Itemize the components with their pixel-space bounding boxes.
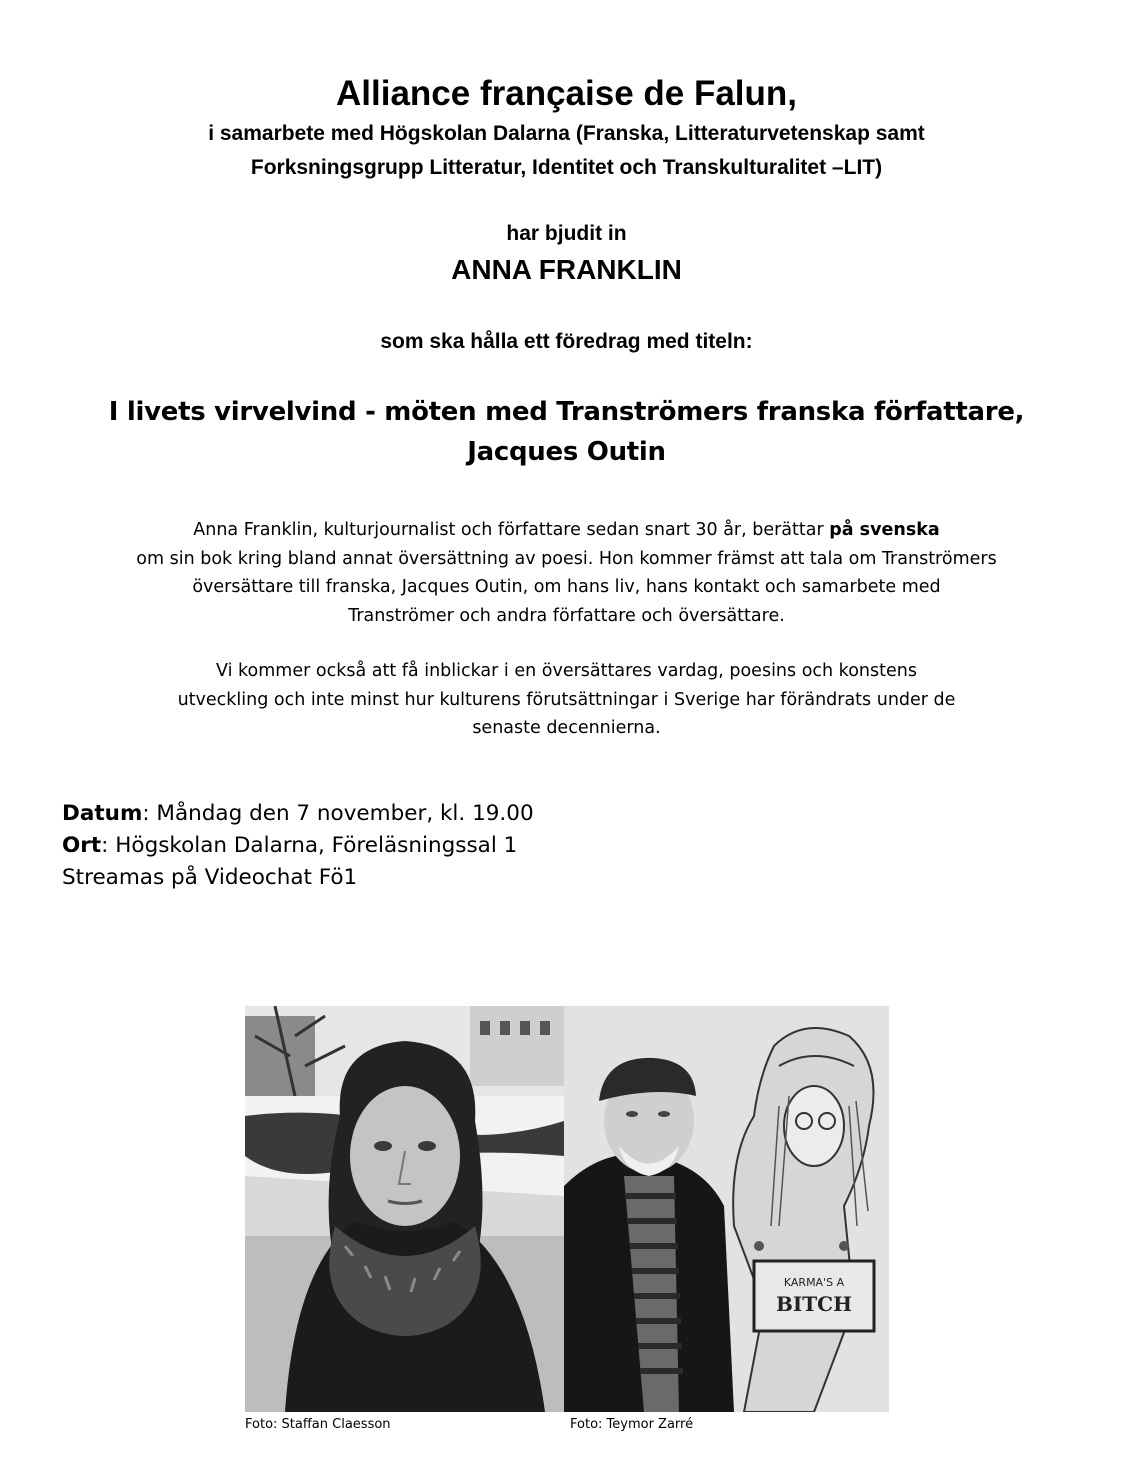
collaboration-line-1: i samarbete med Högskolan Dalarna (Franska, Litteraturvetenskap samt <box>208 122 925 145</box>
invited-text: har bjudit in <box>506 222 627 245</box>
description-line <box>60 516 1073 545</box>
date-row <box>62 798 534 830</box>
talk-title-line-2: Jacques Outin <box>467 437 666 467</box>
sign-text-line-2: BITCH <box>776 1292 852 1316</box>
description-line: om sin bok kring bland annat översättning av poesi. Hon kommer främst att tala om Tranströmers <box>136 548 997 569</box>
sign-text-line-1: KARMA'S A <box>783 1276 845 1289</box>
org-title: Alliance française de Falun, <box>336 74 797 113</box>
lecture-intro: som ska hålla ett föredrag med titeln: <box>380 330 753 353</box>
portrait-jacques-image <box>564 1006 889 1412</box>
photo-credit-anna: Foto: Staffan Claesson <box>245 1417 391 1432</box>
description-line: översättare till franska, Jacques Outin, om hans liv, hans kontakt och samarbete med <box>192 577 941 597</box>
photo-credit-jacques: Foto: Teymor Zarré <box>570 1417 694 1432</box>
description-line: Tranströmer och andra författare och översättare. <box>348 605 785 626</box>
language-emphasis: på svenska <box>829 520 940 540</box>
portrait-anna-image <box>245 1006 564 1412</box>
place-value: : Högskolan Dalarna, Föreläsningssal 1 <box>101 833 518 858</box>
photo-anna-franklin <box>245 1006 564 1412</box>
description-paragraph-1 <box>60 516 1073 630</box>
description-line: utveckling och inte minst hur kulturens förutsättningar i Sverige har förändrats under de <box>177 689 956 710</box>
event-details <box>62 798 534 894</box>
place-label: Ort <box>62 833 102 858</box>
stream-info: Streamas på Videochat Fö1 <box>62 865 358 890</box>
description-line: senaste decennierna. <box>472 718 661 738</box>
talk-title-line-1: I livets virvelvind - möten med Tranströmers franska författare, <box>108 397 1025 427</box>
photo-jacques-outin <box>564 1006 889 1412</box>
speaker-name: ANNA FRANKLIN <box>451 254 682 285</box>
collaboration-line-2: Forksningsgrupp Litteratur, Identitet och Transkulturalitet –LIT) <box>250 156 883 179</box>
description-line: Vi kommer också att få inblickar i en översättares vardag, poesins och konstens <box>216 661 917 681</box>
date-value: : Måndag den 7 november, kl. 19.00 <box>142 801 534 826</box>
date-label: Datum <box>62 801 143 826</box>
place-row <box>62 830 534 862</box>
description-text: Anna Franklin, kulturjournalist och författare sedan snart 30 år, berättar <box>193 520 830 540</box>
description-paragraph-2 <box>60 657 1073 743</box>
